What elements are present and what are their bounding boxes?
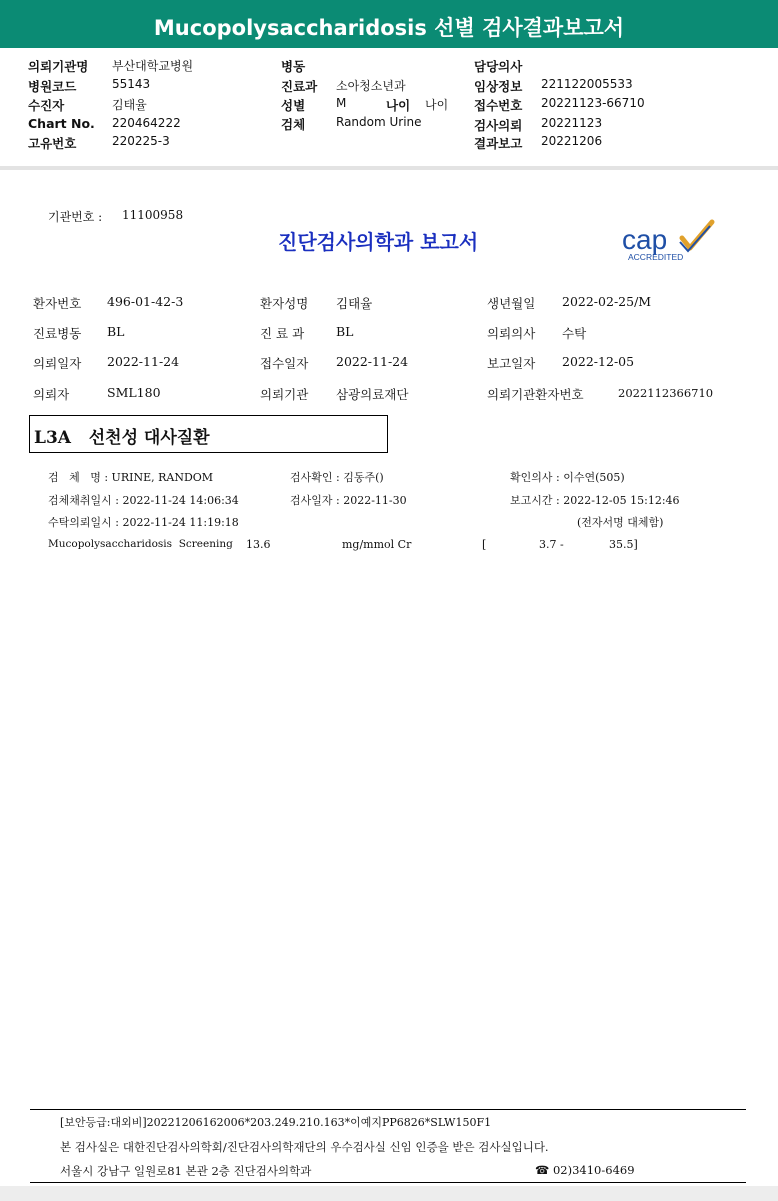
institution-no: 11100958 bbox=[122, 208, 184, 222]
collection-time: 검체채취일시 : 2022-11-24 14:06:34 bbox=[48, 494, 239, 507]
label-ward-2: 진료병동 bbox=[33, 326, 82, 341]
value-patient-no: 496-01-42-3 bbox=[107, 294, 184, 309]
cap-logo-text: cap bbox=[622, 224, 668, 255]
label-requester: 의뢰자 bbox=[33, 387, 70, 402]
label-doctor: 담당의사 bbox=[474, 59, 523, 74]
value-unique-no: 220225-3 bbox=[112, 134, 170, 148]
label-clinical-info: 임상정보 bbox=[474, 79, 523, 94]
value-request-inst: 삼광의료재단 bbox=[336, 387, 409, 402]
value-test-request: 20221123 bbox=[541, 116, 603, 130]
ref-low: 3.7 - bbox=[539, 538, 564, 551]
label-request-date: 의뢰일자 bbox=[33, 356, 82, 371]
cap-logo-subtext: ACCREDITED bbox=[628, 252, 684, 262]
value-hospital-code: 55143 bbox=[112, 77, 151, 91]
value-clinical-info: 221122005533 bbox=[541, 77, 633, 91]
value-requester: SML180 bbox=[107, 385, 161, 400]
header-separator bbox=[0, 166, 778, 170]
value-reception-no: 20221123-66710 bbox=[541, 96, 645, 110]
result-unit: mg/mmol Cr bbox=[342, 538, 412, 551]
label-chart-no: Chart No. bbox=[28, 116, 95, 131]
label-sex: 성별 bbox=[281, 98, 306, 113]
label-test-request: 검사의뢰 bbox=[474, 118, 523, 133]
label-ward: 병동 bbox=[281, 59, 306, 74]
ref-open-bracket: [ bbox=[482, 538, 487, 551]
label-birth: 생년월일 bbox=[487, 296, 536, 311]
label-patient-no: 환자번호 bbox=[33, 296, 82, 311]
value-department-2: BL bbox=[336, 324, 354, 339]
footer-security: [보안등급:대외비]20221206162006*203.249.210.163*이예지PP6826*SLW150F1 bbox=[60, 1116, 492, 1129]
header-banner bbox=[0, 0, 778, 48]
label-department-2: 진 료 과 bbox=[260, 326, 305, 341]
value-report-date: 2022-12-05 bbox=[562, 354, 635, 369]
value-sex: M bbox=[336, 96, 347, 110]
cap-accredited-logo bbox=[620, 216, 720, 266]
label-age: 나이 bbox=[386, 98, 411, 113]
value-request-doctor: 수탁 bbox=[562, 326, 587, 341]
report-time: 보고시간 : 2022-12-05 15:12:46 bbox=[510, 494, 680, 507]
esign-note: (전자서명 대체함) bbox=[577, 516, 664, 529]
section-title: L3A 선천성 대사질환 bbox=[34, 428, 210, 448]
label-hospital-code: 병원코드 bbox=[28, 79, 77, 94]
test-date: 검사일자 : 2022-11-30 bbox=[290, 494, 407, 507]
label-institution: 의뢰기관명 bbox=[28, 59, 89, 74]
result-test-name: Mucopolysaccharidosis Screening bbox=[48, 538, 233, 550]
footer-top-rule bbox=[30, 1109, 746, 1110]
request-time: 수탁의뢰일시 : 2022-11-24 11:19:18 bbox=[48, 516, 239, 529]
value-request-date: 2022-11-24 bbox=[107, 354, 180, 369]
label-examinee: 수진자 bbox=[28, 98, 65, 113]
value-result-report: 20221206 bbox=[541, 134, 603, 148]
label-reception-no: 접수번호 bbox=[474, 98, 523, 113]
specimen-name: 검 체 명 : URINE, RANDOM bbox=[48, 471, 214, 484]
value-age: 나이 bbox=[425, 98, 449, 112]
value-examinee: 김태율 bbox=[112, 98, 147, 112]
label-result-report: 결과보고 bbox=[474, 136, 523, 151]
institution-no-label: 기관번호 : bbox=[48, 210, 103, 224]
value-department: 소아청소년과 bbox=[336, 79, 406, 93]
label-department: 진료과 bbox=[281, 79, 318, 94]
value-inst-patient-no: 2022112366710 bbox=[618, 386, 714, 400]
report-title: 진단검사의학과 보고서 bbox=[278, 230, 479, 254]
ref-high: 35.5] bbox=[609, 538, 638, 551]
label-specimen: 검체 bbox=[281, 117, 306, 132]
label-receipt-date: 접수일자 bbox=[260, 356, 309, 371]
value-specimen: Random Urine bbox=[336, 115, 422, 129]
label-patient-name: 환자성명 bbox=[260, 296, 309, 311]
label-request-doctor: 의뢰의사 bbox=[487, 326, 536, 341]
label-request-inst: 의뢰기관 bbox=[260, 387, 309, 402]
value-birth: 2022-02-25/M bbox=[562, 294, 652, 309]
value-ward-2: BL bbox=[107, 324, 125, 339]
value-institution: 부산대학교병원 bbox=[112, 59, 194, 73]
label-unique-no: 고유번호 bbox=[28, 136, 77, 151]
test-confirm: 검사확인 : 김동주() bbox=[290, 471, 384, 484]
value-chart-no: 220464222 bbox=[112, 116, 181, 130]
result-value: 13.6 bbox=[246, 538, 271, 551]
page-title: Mucopolysaccharidosis 선별 검사결과보고서 bbox=[153, 16, 625, 40]
label-report-date: 보고일자 bbox=[487, 356, 536, 371]
page-bottom-band bbox=[0, 1186, 778, 1201]
value-patient-name: 김태율 bbox=[336, 296, 373, 311]
confirm-doctor: 확인의사 : 이수연(505) bbox=[510, 471, 625, 484]
footer-phone: ☎ 02)3410-6469 bbox=[535, 1163, 635, 1177]
footer-bottom-rule bbox=[30, 1182, 746, 1183]
section-header-box bbox=[29, 415, 388, 453]
label-inst-patient-no: 의뢰기관환자번호 bbox=[487, 387, 584, 402]
value-receipt-date: 2022-11-24 bbox=[336, 354, 409, 369]
footer-address: 서울시 강남구 일원로81 본관 2층 진단검사의학과 bbox=[60, 1164, 312, 1178]
footer-certification: 본 검사실은 대한진단검사의학회/진단검사의학재단의 우수검사실 신임 인증을 받은 검사실입니다. bbox=[60, 1140, 549, 1154]
